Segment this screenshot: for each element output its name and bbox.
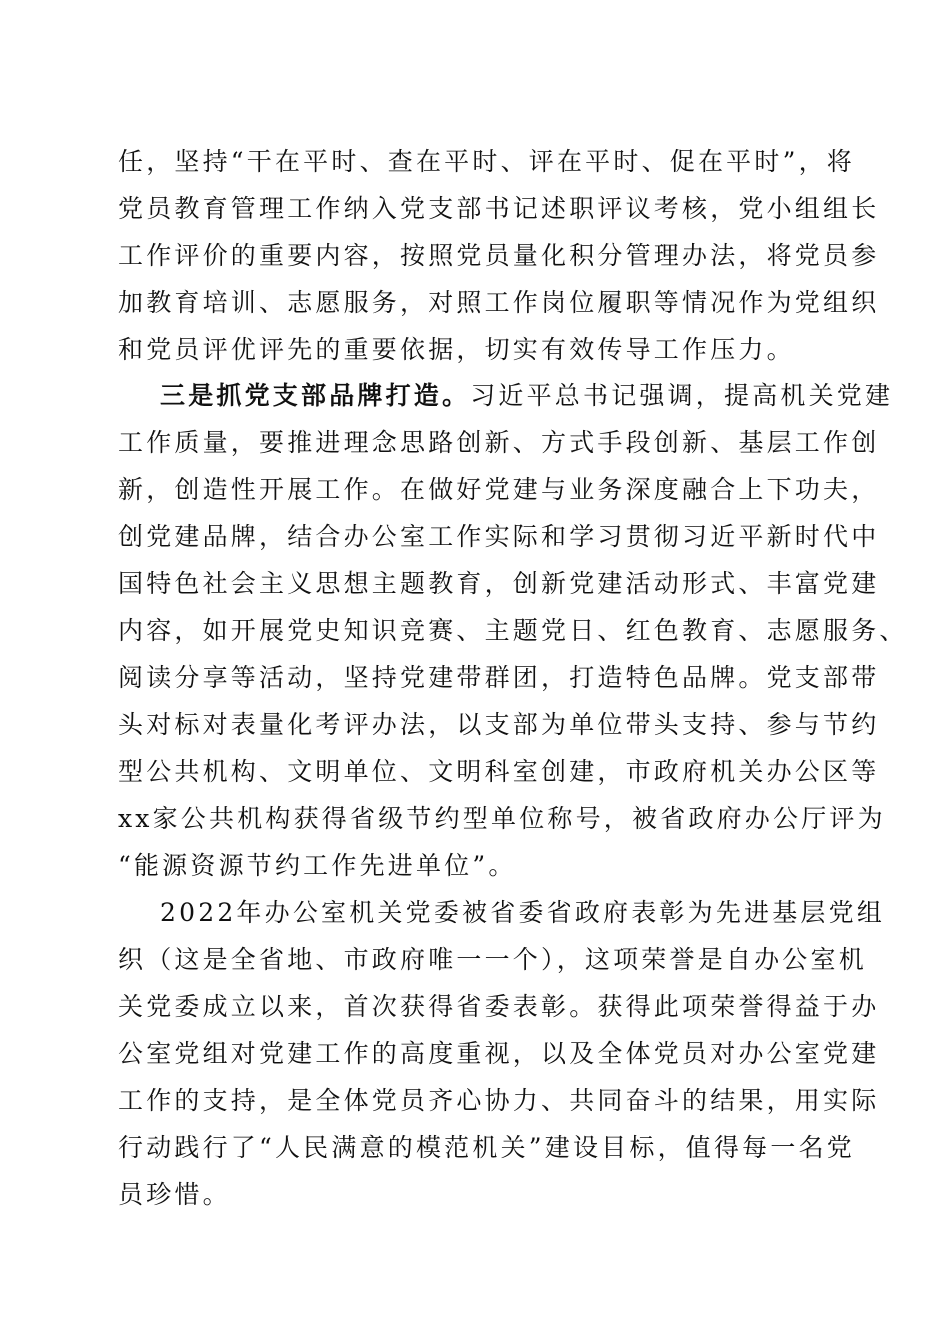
text-line: 创党建品牌，结合办公室工作实际和学习贯彻习近平新时代中 bbox=[118, 522, 880, 551]
text-line: 工作评价的重要内容，按照党员量化积分管理办法，将党员参 bbox=[118, 241, 880, 270]
text-line: 关党委成立以来，首次获得省委表彰。获得此项荣誉得益于办 bbox=[118, 992, 880, 1021]
section-heading: 三是抓党支部品牌打造。 bbox=[160, 381, 471, 410]
text-line: 新，创造性开展工作。在做好党建与业务深度融合上下功夫， bbox=[118, 475, 880, 504]
text-line: 内容，如开展党史知识竞赛、主题党日、红色教育、志愿服务、 bbox=[118, 616, 908, 645]
text-line: 头对标对表量化考评办法，以支部为单位带头支持、参与节约 bbox=[118, 710, 880, 739]
text-line: 和党员评优评先的重要依据，切实有效传导工作压力。 bbox=[118, 335, 795, 364]
text-line: 型公共机构、文明单位、文明科室创建，市政府机关办公区等 bbox=[118, 757, 880, 786]
paragraph-start-line: 2022年办公室机关党委被省委省政府表彰为先进基层党组 bbox=[160, 898, 886, 927]
text-line: xx家公共机构获得省级节约型单位称号，被省政府办公厅评为 bbox=[118, 804, 886, 833]
text-line: 行动践行了“人民满意的模范机关”建设目标，值得每一名党 bbox=[118, 1133, 855, 1162]
text-line: 员珍惜。 bbox=[118, 1180, 231, 1209]
text-line: 加教育培训、志愿服务，对照工作岗位履职等情况作为党组织 bbox=[118, 288, 880, 317]
heading-line-text: 习近平总书记强调，提高机关党建 bbox=[470, 381, 894, 410]
text-line: 公室党组对党建工作的高度重视，以及全体党员对办公室党建 bbox=[118, 1039, 880, 1068]
text-line: 国特色社会主义思想主题教育，创新党建活动形式、丰富党建 bbox=[118, 569, 880, 598]
text-line: 工作的支持，是全体党员齐心协力、共同奋斗的结果，用实际 bbox=[118, 1086, 880, 1115]
section-heading-line bbox=[160, 376, 894, 416]
text-line: 织（这是全省地、市政府唯一一个），这项荣誉是自办公室机 bbox=[118, 945, 867, 974]
text-line: 工作质量，要推进理念思路创新、方式手段创新、基层工作创 bbox=[118, 428, 880, 457]
text-line: 任，坚持“干在平时、查在平时、评在平时、促在平时”，将 bbox=[118, 147, 855, 176]
text-line: 阅读分享等活动，坚持党建带群团，打造特色品牌。党支部带 bbox=[118, 663, 880, 692]
text-line: 党员教育管理工作纳入党支部书记述职评议考核，党小组组长 bbox=[118, 194, 880, 223]
text-line: “能源资源节约工作先进单位”。 bbox=[118, 851, 517, 880]
